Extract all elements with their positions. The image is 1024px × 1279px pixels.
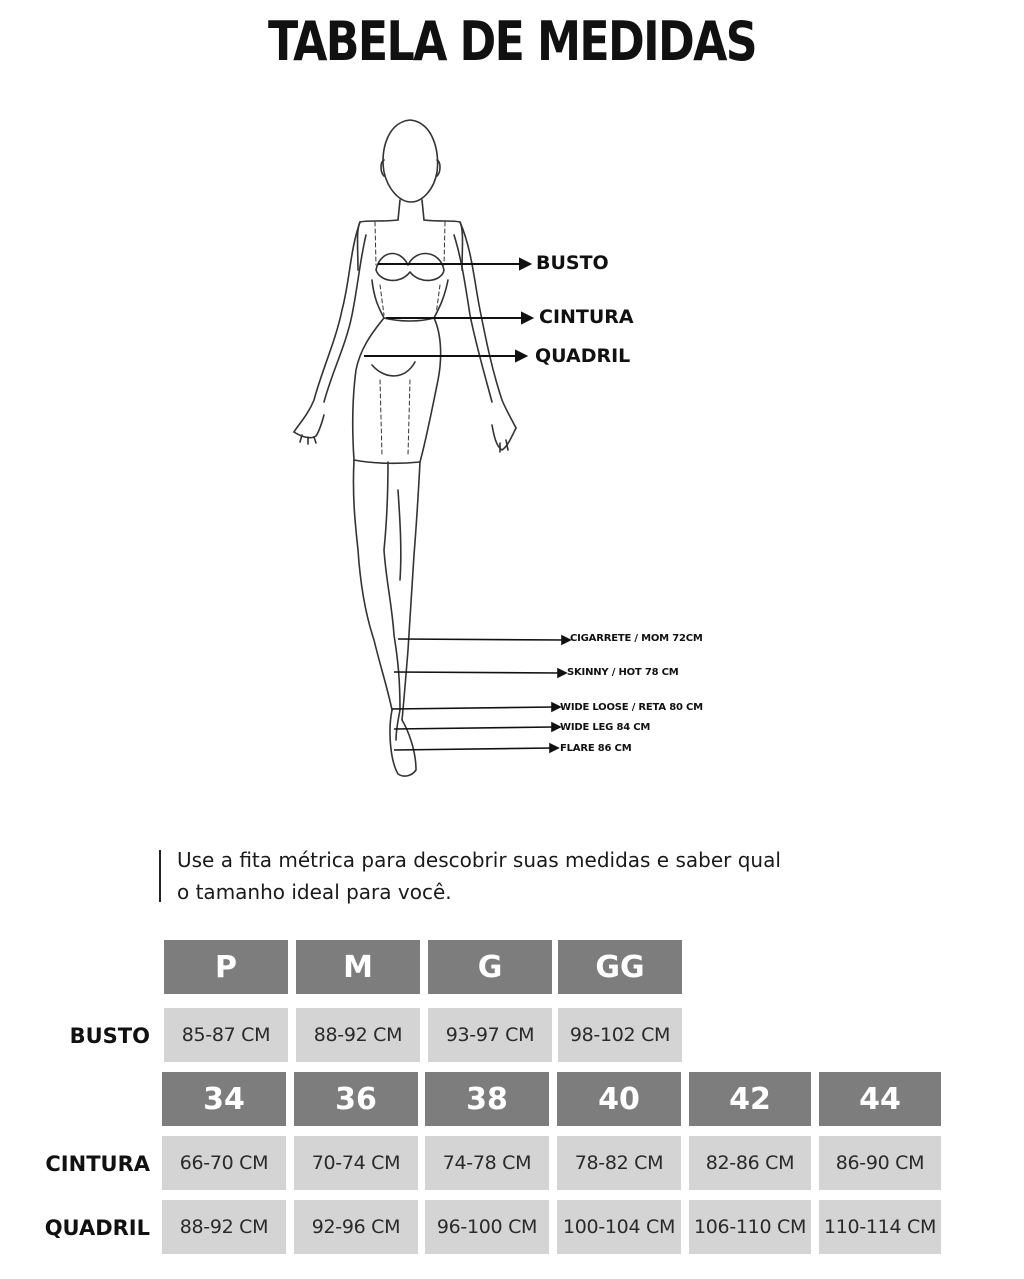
page-title: TABELA DE MEDIDAS — [268, 10, 756, 73]
hips-value-34: 88-92 CM — [162, 1200, 286, 1254]
size-header-42: 42 — [689, 1072, 811, 1126]
size-header-p: P — [164, 940, 288, 994]
bust-value-gg: 98-102 CM — [558, 1008, 682, 1062]
waist-value-40: 78-82 CM — [557, 1136, 681, 1190]
hips-value-42: 106-110 CM — [689, 1200, 811, 1254]
instruction-note: Use a fita métrica para descobrir suas medidas e saber qual o tamanho ideal para você. — [177, 848, 781, 904]
bust-value-m: 88-92 CM — [296, 1008, 420, 1062]
waist-value-36: 70-74 CM — [294, 1136, 418, 1190]
inseam-label-flare: FLARE 86 CM — [560, 743, 632, 754]
bust-value-p: 85-87 CM — [164, 1008, 288, 1062]
size-header-40: 40 — [557, 1072, 681, 1126]
note-divider — [159, 850, 161, 902]
hips-row-label: QUADRIL — [44, 1216, 150, 1240]
hips-value-44: 110-114 CM — [819, 1200, 941, 1254]
size-header-38: 38 — [425, 1072, 549, 1126]
size-header-44: 44 — [819, 1072, 941, 1126]
size-header-g: G — [428, 940, 552, 994]
hips-value-36: 92-96 CM — [294, 1200, 418, 1254]
waist-value-38: 74-78 CM — [425, 1136, 549, 1190]
bust-row-label: BUSTO — [69, 1024, 150, 1048]
bust-value-g: 93-97 CM — [428, 1008, 552, 1062]
hips-label: QUADRIL — [535, 345, 631, 367]
bust-label: BUSTO — [536, 252, 609, 274]
inseam-label-cigarrete: CIGARRETE / MOM 72CM — [570, 633, 703, 644]
inseam-label-wide-loose: WIDE LOOSE / RETA 80 CM — [560, 702, 703, 713]
inseam-label-skinny: SKINNY / HOT 78 CM — [567, 667, 679, 678]
size-header-34: 34 — [162, 1072, 286, 1126]
size-header-gg: GG — [558, 940, 682, 994]
inseam-label-wide-leg: WIDE LEG 84 CM — [560, 722, 651, 733]
waist-value-42: 82-86 CM — [689, 1136, 811, 1190]
waist-value-34: 66-70 CM — [162, 1136, 286, 1190]
size-header-m: M — [296, 940, 420, 994]
hips-value-38: 96-100 CM — [425, 1200, 549, 1254]
hips-value-40: 100-104 CM — [557, 1200, 681, 1254]
body-figure-illustration — [280, 110, 740, 790]
waist-row-label: CINTURA — [45, 1152, 150, 1176]
size-header-36: 36 — [294, 1072, 418, 1126]
waist-value-44: 86-90 CM — [819, 1136, 941, 1190]
waist-label: CINTURA — [539, 306, 634, 328]
